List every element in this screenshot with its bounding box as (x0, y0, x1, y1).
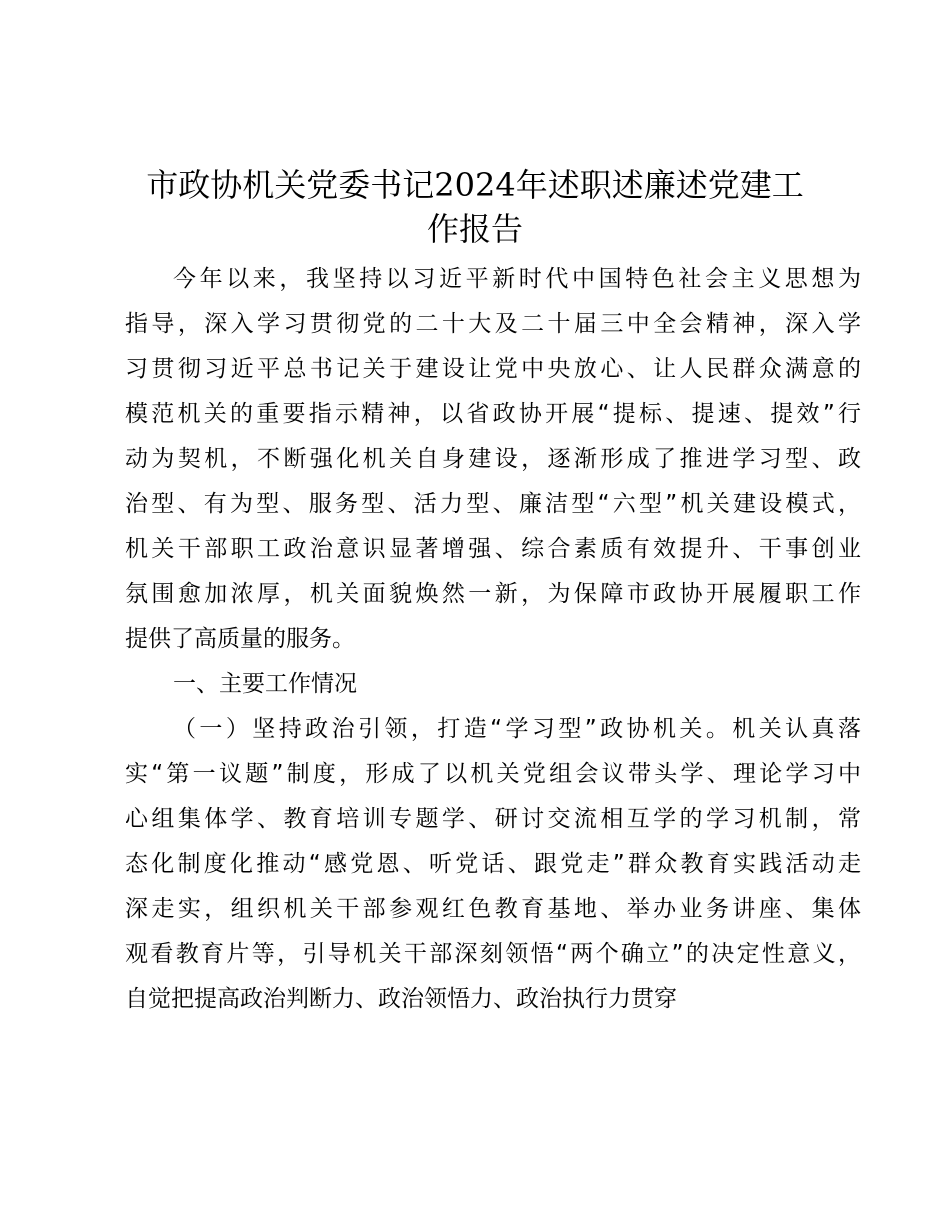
document-body (125, 257, 861, 1022)
paragraph-line: 习贯彻习近平总书记关于建设让党中央放心、让人民群众满意的 (125, 356, 861, 382)
paragraph-line: 氛围愈加浓厚，机关面貌焕然一新，为保障市政协开展履职工作 (125, 581, 861, 607)
paragraph-line: 治型、有为型、服务型、活力型、廉洁型“六型”机关建设模式， (125, 491, 861, 517)
title-line-1: 市政协机关党委书记2024年述职述廉述党建工 (146, 166, 804, 204)
paragraph-line: 今年以来，我坚持以习近平新时代中国特色社会主义思想为 (173, 266, 861, 292)
paragraph-line: 深走实，组织机关干部参观红色教育基地、举办业务讲座、集体 (125, 896, 861, 922)
paragraph-line: 机关干部职工政治意识显著增强、综合素质有效提升、干事创业 (125, 536, 861, 562)
title-line-2: 作报告 (426, 210, 523, 248)
paragraph-line: 实“第一议题”制度，形成了以机关党组会议带头学、理论学习中 (125, 761, 861, 787)
paragraph-line: 心组集体学、教育培训专题学、研讨交流相互学的学习机制，常 (125, 806, 861, 832)
paragraph-line: 提供了高质量的服务。 (125, 626, 355, 652)
paragraph-line: （一）坚持政治引领，打造“学习型”政协机关。机关认真落 (173, 716, 861, 742)
paragraph-line: 自觉把提高政治判断力、政治领悟力、政治执行力贯穿 (125, 986, 677, 1012)
paragraph-line: 指导，深入学习贯彻党的二十大及二十届三中全会精神，深入学 (125, 311, 861, 337)
section-heading: 一、主要工作情况 (173, 671, 357, 697)
intro-paragraph (125, 257, 861, 662)
paragraph-line: 模范机关的重要指示精神，以省政协开展“提标、提速、提效”行 (125, 401, 861, 427)
document-title (100, 163, 850, 251)
section-paragraph (125, 707, 861, 1022)
paragraph-line: 态化制度化推动“感党恩、听党话、跟党走”群众教育实践活动走 (125, 851, 861, 877)
paragraph-line: 动为契机，不断强化机关自身建设，逐渐形成了推进学习型、政 (125, 446, 861, 472)
paragraph-line: 观看教育片等，引导机关干部深刻领悟“两个确立”的决定性意义， (125, 941, 861, 967)
